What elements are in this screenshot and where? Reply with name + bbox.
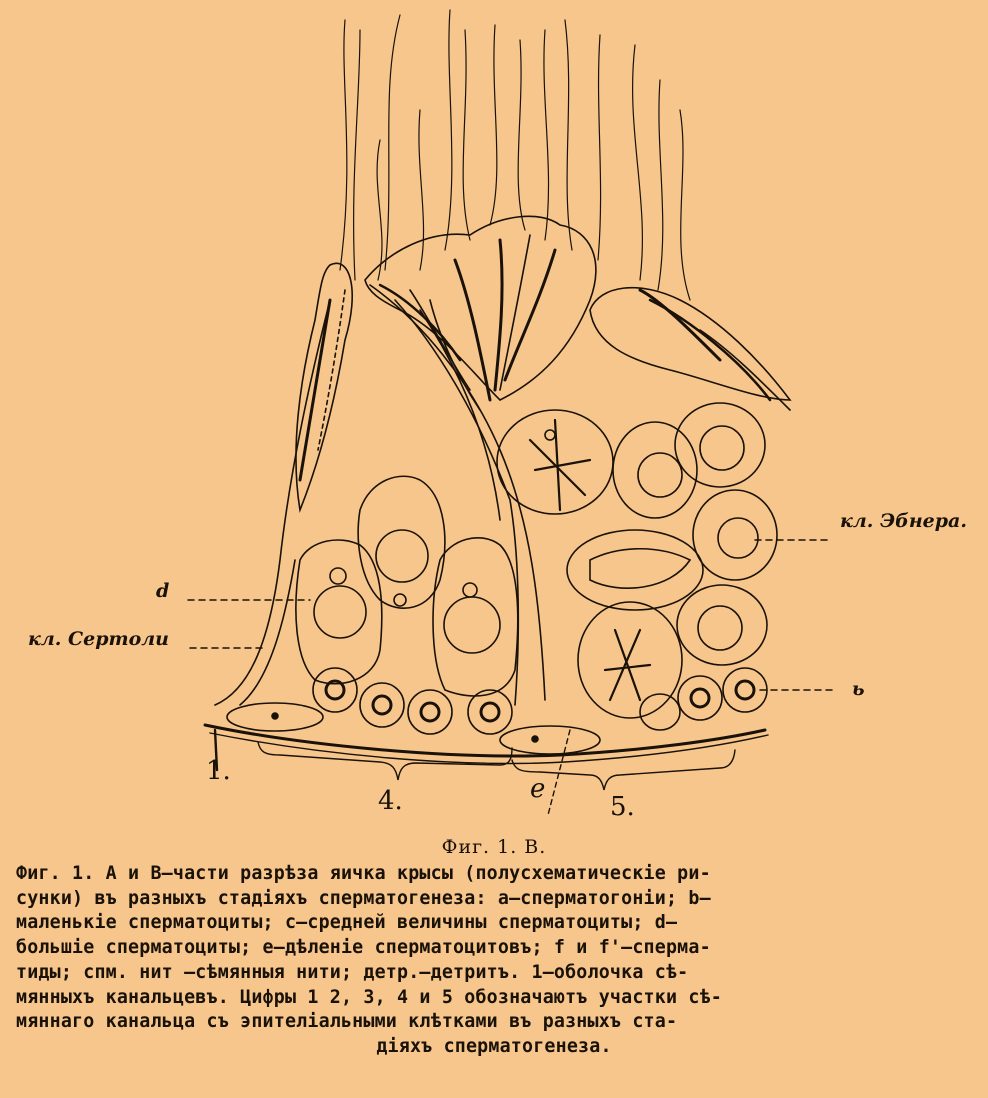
label-b: ь <box>852 678 865 700</box>
caption-line: маленькiе сперматоциты; c—средней величины сперматоциты; d— <box>16 912 678 934</box>
figure-title: Фиг. 1. B. <box>441 836 547 858</box>
label-d: d <box>156 580 170 602</box>
caption-line: мяннаго канальца съ эпителiальными клѣтками въ разныхъ ста- <box>16 1011 678 1033</box>
label-region-1: 1. <box>206 756 231 786</box>
caption-line: сунки) въ разныхъ стадiяхъ сперматогенеза: a—сперматогонiи; b— <box>16 887 711 909</box>
figure-caption <box>16 862 972 1060</box>
label-region-4: 4. <box>378 786 403 816</box>
label-e: e <box>530 774 546 804</box>
right-spermatid-cluster <box>590 288 790 410</box>
label-ebner: кл. Эбнера. <box>840 510 967 532</box>
caption-line: большiе сперматоциты; e—дѣленiе сперматоцитовъ; f и f'—сперма- <box>16 937 711 959</box>
spermatid-bundle <box>365 216 596 410</box>
spermatogonia-row <box>313 668 767 734</box>
label-region-5: 5. <box>610 792 635 822</box>
large-spermatocytes <box>296 476 518 696</box>
left-spermatid-cluster <box>296 263 352 510</box>
region-brackets <box>215 730 735 815</box>
caption-line: Фиг. 1. A и B—части разрѣза яичка крысы (полусхематическiе ри- <box>16 863 711 884</box>
caption-line: дiяхъ сперматогенеза. <box>376 1035 612 1057</box>
caption-line: мянныхъ канальцевъ. Цифры 1 2, 3, 4 и 5 обозначаютъ участки сѣ- <box>16 986 722 1008</box>
label-sertoli: кл. Сертоли <box>28 628 169 650</box>
caption-line: тиды; спм. нит —сѣмянныя нити; детр.—детритъ. 1—оболочка сѣ- <box>16 961 689 983</box>
sperm-tails <box>340 10 690 300</box>
